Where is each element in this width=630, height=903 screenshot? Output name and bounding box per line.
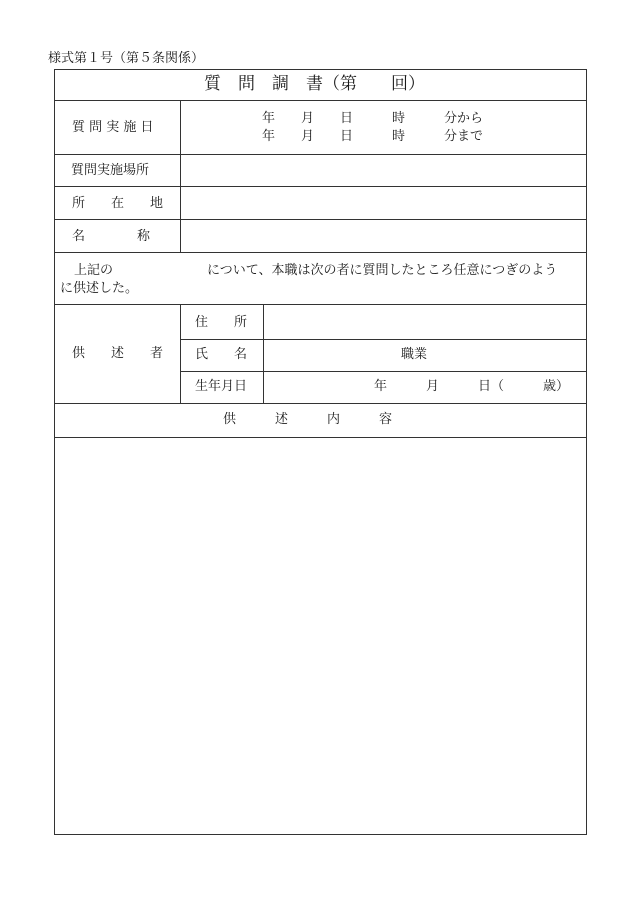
rule-person-name bbox=[180, 371, 587, 372]
col-divider-deponent-fields bbox=[263, 304, 264, 403]
address-label: 住 所 bbox=[195, 315, 248, 330]
statement-body: について、本職は次の者に質問したところ任意につぎのよう bbox=[207, 263, 558, 278]
rule-title bbox=[54, 100, 587, 101]
rule-name bbox=[54, 252, 587, 253]
person-name-label: 氏 名 bbox=[195, 347, 248, 362]
inquiry-start-time: 年 月 日 時 分から bbox=[262, 111, 484, 126]
location-label: 所 在 地 bbox=[72, 196, 164, 211]
birthdate-label: 生年月日 bbox=[195, 379, 248, 394]
statement-contents-area bbox=[55, 438, 586, 834]
rule-place bbox=[54, 186, 587, 187]
rule-address bbox=[180, 339, 587, 340]
statement-lead: 上記の bbox=[74, 263, 114, 278]
col-divider-deponent bbox=[180, 304, 181, 403]
occupation-label: 職業 bbox=[401, 347, 428, 362]
name-label: 名 称 bbox=[72, 229, 151, 244]
statement-tail: に供述した。 bbox=[60, 281, 139, 296]
statement-contents-label: 供 述 内 容 bbox=[223, 412, 393, 427]
col-divider-upper bbox=[180, 100, 181, 252]
rule-statement bbox=[54, 304, 587, 305]
inquiry-place-label: 質問実施場所 bbox=[71, 163, 150, 178]
rule-date bbox=[54, 154, 587, 155]
form-number: 様式第１号（第５条関係） bbox=[48, 51, 205, 66]
inquiry-date-label: 質 問 実 施 日 bbox=[72, 120, 154, 135]
inquiry-end-time: 年 月 日 時 分まで bbox=[262, 129, 484, 144]
form-title: 質 問 調 書（第 回） bbox=[204, 74, 425, 94]
rule-birthdate bbox=[54, 403, 587, 404]
rule-location bbox=[54, 219, 587, 220]
deponent-label: 供 述 者 bbox=[72, 346, 164, 361]
birthdate-format: 年 月 日（ 歳） bbox=[374, 379, 570, 394]
